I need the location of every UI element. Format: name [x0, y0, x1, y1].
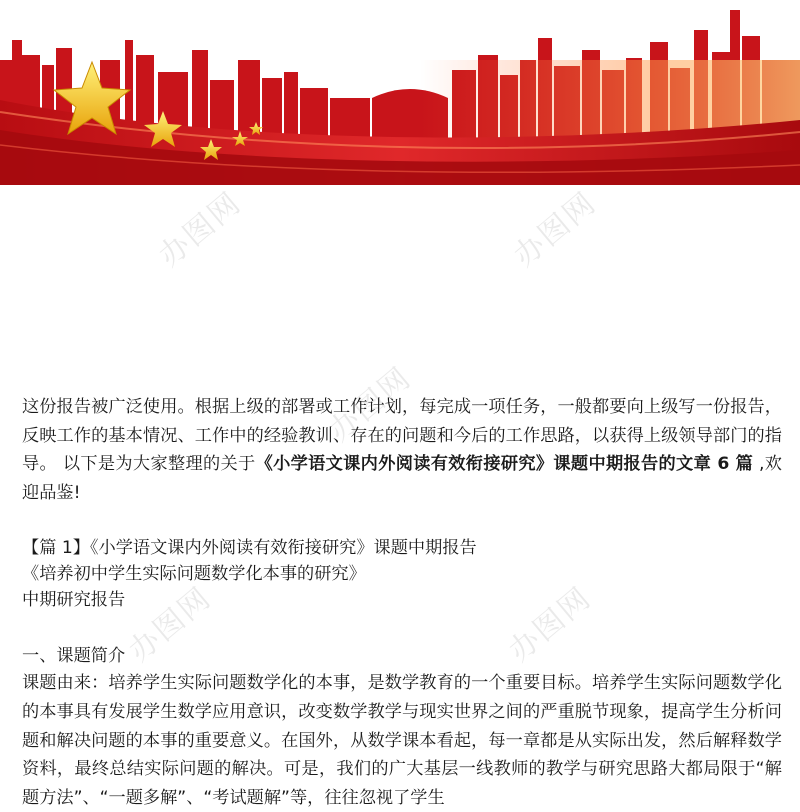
article-subtitle: 《培养初中学生实际问题数学化本事的研究》: [22, 564, 366, 585]
watermark-text: 办图网: [507, 185, 604, 274]
document-body: [22, 393, 782, 812]
section-body: 课题由来：培养学生实际问题数学化的本事，是数学教育的一个重要目标。培养学生实际问题数学化的本事具有发展学生数学应用意识，改变数学教学与现实世界之间的严重脱节现象，提高学生分析问题和解决问题的本事的重要意义。在国外，从数学课本看起，每一章都是从实际出发，然后解释数学资料，最终总结实际问题的解决。可是，我们的广大基层一线教师的教学与研究思路大都局限于“解题方法”、“一题多解”、“考试题解”等，往往忽视了学生: [22, 673, 782, 808]
intro-paragraph: [22, 393, 782, 507]
intro-text-end: ,欢迎品鉴!: [22, 454, 782, 503]
article-heading: 【篇 1】《小学语文课内外阅读有效衔接研究》课题中期报告: [22, 538, 477, 559]
intro-text: 这份报告被广泛使用。根据上级的部署或工作计划，每完成一项任务，一般都要向上级写一份报告，反映工作的基本情况、工作中的经验教训、存在的问题和今后的工作思路，以获得上级领导部门的指导。 以下是为大家整理的关于: [22, 397, 782, 475]
watermark-text: 办图网: [122, 580, 219, 669]
report-label: 中期研究报告: [22, 590, 126, 611]
intro-bold-title: 《小学语文课内外阅读有效衔接研究》课题中期报告的文章 6 篇: [255, 454, 754, 475]
section-title: 一、课题简介: [22, 646, 126, 667]
paragraph-spacer: [22, 507, 782, 535]
skyline-illustration: [0, 0, 800, 185]
watermark-text: 办图网: [152, 185, 249, 274]
paragraph-spacer: [22, 613, 782, 643]
header-banner: [0, 0, 800, 185]
watermark-text: 办图网: [502, 580, 599, 669]
watermark-text: 办图网: [322, 360, 419, 449]
